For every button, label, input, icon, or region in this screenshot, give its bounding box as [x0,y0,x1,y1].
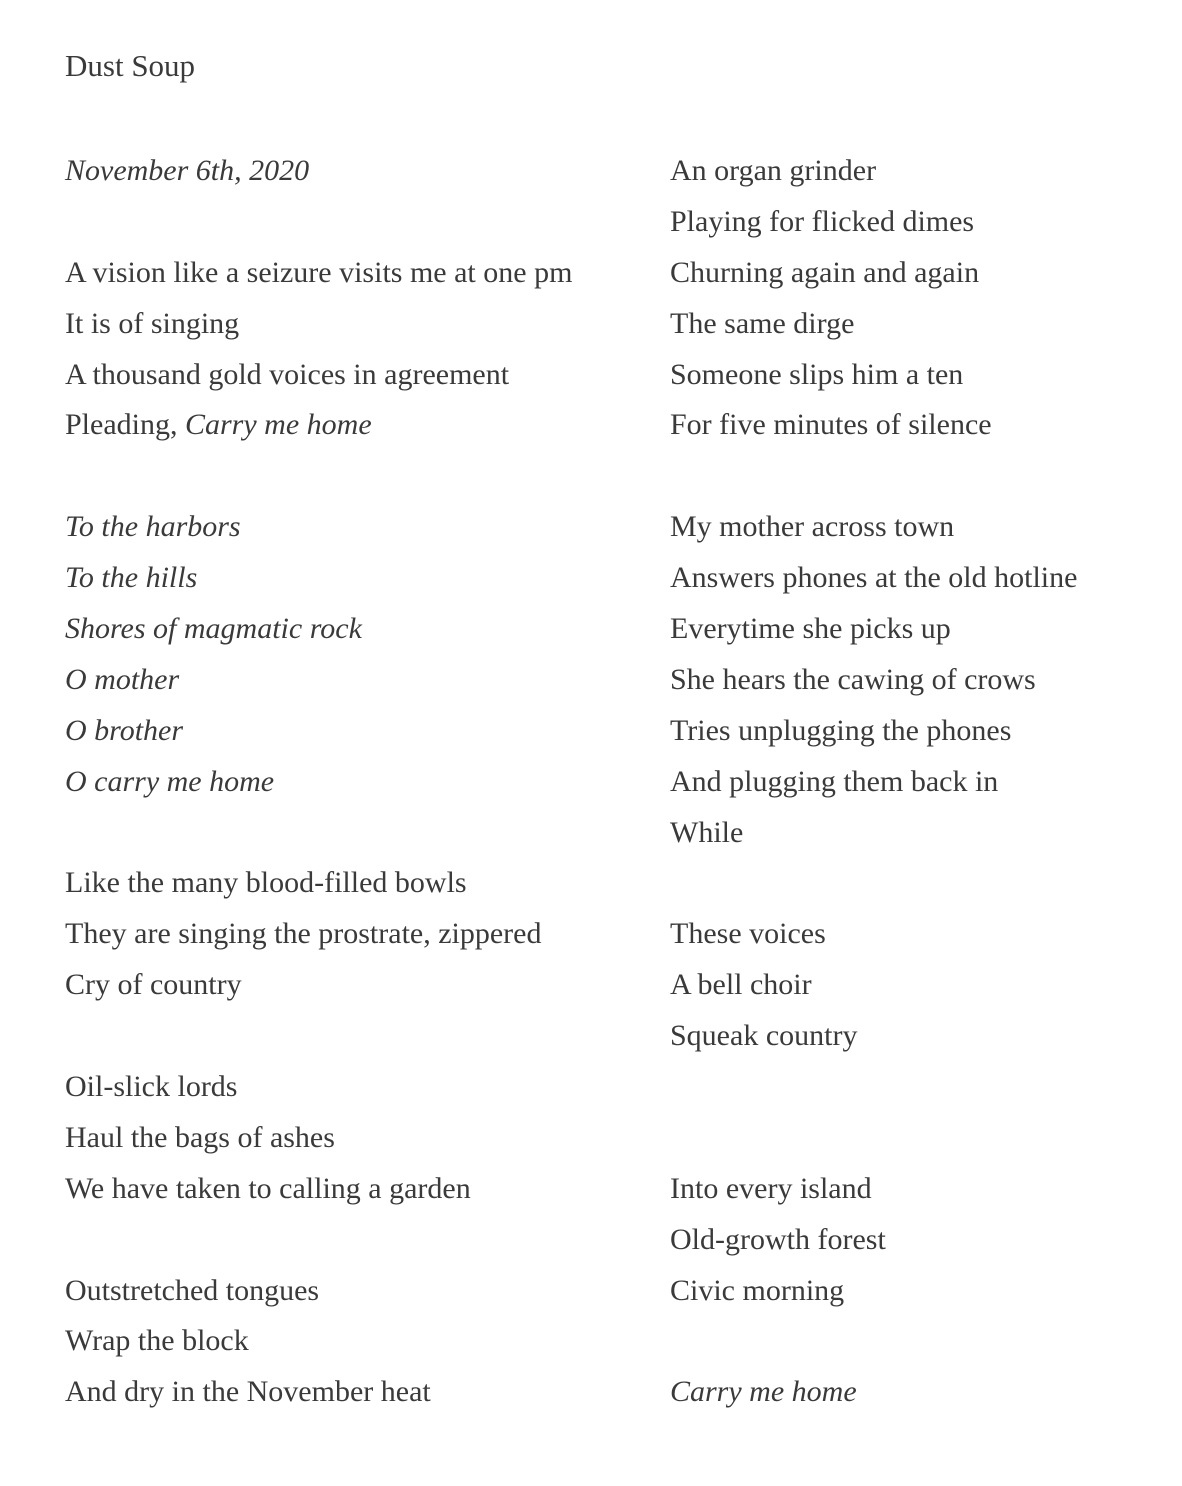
poem-column-left [65,146,645,1418]
poem-line-text: Squeak country [670,1019,858,1053]
poem-line [670,909,1170,960]
poem-line-text: To the hills [65,561,198,595]
poem-line-text: The same dirge [670,306,855,340]
stanza-break [670,451,1170,502]
poem-line-text: And plugging them back in [670,764,999,798]
poem-line [65,706,645,757]
poem-line [65,1367,645,1418]
poem-line [670,1215,1170,1266]
poem-line-text: O carry me home [65,764,275,798]
poem-line-text: Shores of magmatic rock [65,612,362,646]
stanza-break [670,858,1170,909]
poem-line-text: Civic morning [670,1273,845,1307]
poem-line [65,604,645,655]
poem-line [670,1011,1170,1062]
stanza-break [670,1113,1170,1164]
poem-line [65,909,645,960]
poem-line [65,350,645,401]
poem-line [65,1266,645,1317]
poem-line-text: Oil-slick lords [65,1070,238,1104]
poem-line-text: And dry in the November heat [65,1375,431,1409]
poem-line [670,553,1170,604]
poem-line-text: Wrap the block [65,1324,249,1358]
poem-line [670,655,1170,706]
poem-line [670,1266,1170,1317]
poem-line [670,1367,1170,1418]
poem-line-text: A thousand gold voices in agreement [65,357,510,391]
poem-line-text: They are singing the prostrate, zippered [65,917,542,951]
poem-line [670,502,1170,553]
poem-line-text: My mother across town [670,510,955,544]
poem-line [670,960,1170,1011]
poem-line [65,1113,645,1164]
poem-line [65,400,645,451]
poem-line-text: November 6th, 2020 [65,154,310,187]
poem-line-text: Pleading, [65,408,185,442]
poem-line [670,706,1170,757]
stanza-break [670,1316,1170,1367]
poem-line-text: O brother [65,713,184,747]
poem-line [670,197,1170,248]
poem-line [65,299,645,350]
poem-line [65,1062,645,1113]
poem-line-text: For five minutes of silence [670,408,992,442]
poem-line [65,502,645,553]
poem-line [65,553,645,604]
poem-line-text: An organ grinder [670,154,877,187]
poem-line-text: These voices [670,917,826,951]
poem-line-italic-text: Carry me home [185,408,372,442]
poem-line-text: We have taken to calling a garden [65,1171,471,1205]
poem-line-text: Carry me home [670,1375,857,1409]
poem-line [65,960,645,1011]
stanza-break [65,451,645,502]
poem-line-text: Everytime she picks up [670,612,951,646]
poem-line [65,248,645,299]
poem-line-text: O mother [65,662,180,696]
stanza-break [65,1011,645,1062]
poem-line [670,1164,1170,1215]
poem-title: Dust Soup [65,48,196,83]
poem-line-text: Haul the bags of ashes [65,1120,335,1154]
poem-line-text: A bell choir [670,968,812,1002]
poem-line [670,146,1170,197]
poem-line-text: Outstretched tongues [65,1273,320,1307]
poem-column-right [670,146,1170,1418]
poem-line [65,146,645,197]
poem-line-text: A vision like a seizure visits me at one pm [65,255,573,289]
poem-line-text: Like the many blood-filled bowls [65,866,467,900]
poem-line-text: While [670,815,744,849]
poem-line [65,757,645,808]
poem-line [670,350,1170,401]
stanza-break [65,808,645,859]
poem-line-text: Playing for flicked dimes [670,204,975,238]
stanza-break [670,1062,1170,1113]
poem-line-text: Cry of country [65,968,242,1002]
poem-line [670,808,1170,859]
poem-line-text: Into every island [670,1171,872,1205]
stanza-break [65,1215,645,1266]
poem-line-text: Old-growth forest [670,1222,886,1256]
poem-line [65,858,645,909]
poem-line-text: Churning again and again [670,255,980,289]
poem-line [670,604,1170,655]
poem-line-text: She hears the cawing of crows [670,662,1036,696]
poem-line [670,299,1170,350]
poem-line-text: To the harbors [65,510,241,544]
stanza-break [65,197,645,248]
poem-line [65,1164,645,1215]
poem-line-text: Answers phones at the old hotline [670,561,1078,595]
poem-line [65,655,645,706]
poem-line-text: Someone slips him a ten [670,357,964,391]
poem-line [670,400,1170,451]
poem-line-text: It is of singing [65,306,240,340]
poem-line [670,757,1170,808]
poem-line-text: Tries unplugging the phones [670,713,1012,747]
poem-line [65,1316,645,1367]
poem-line [670,248,1170,299]
